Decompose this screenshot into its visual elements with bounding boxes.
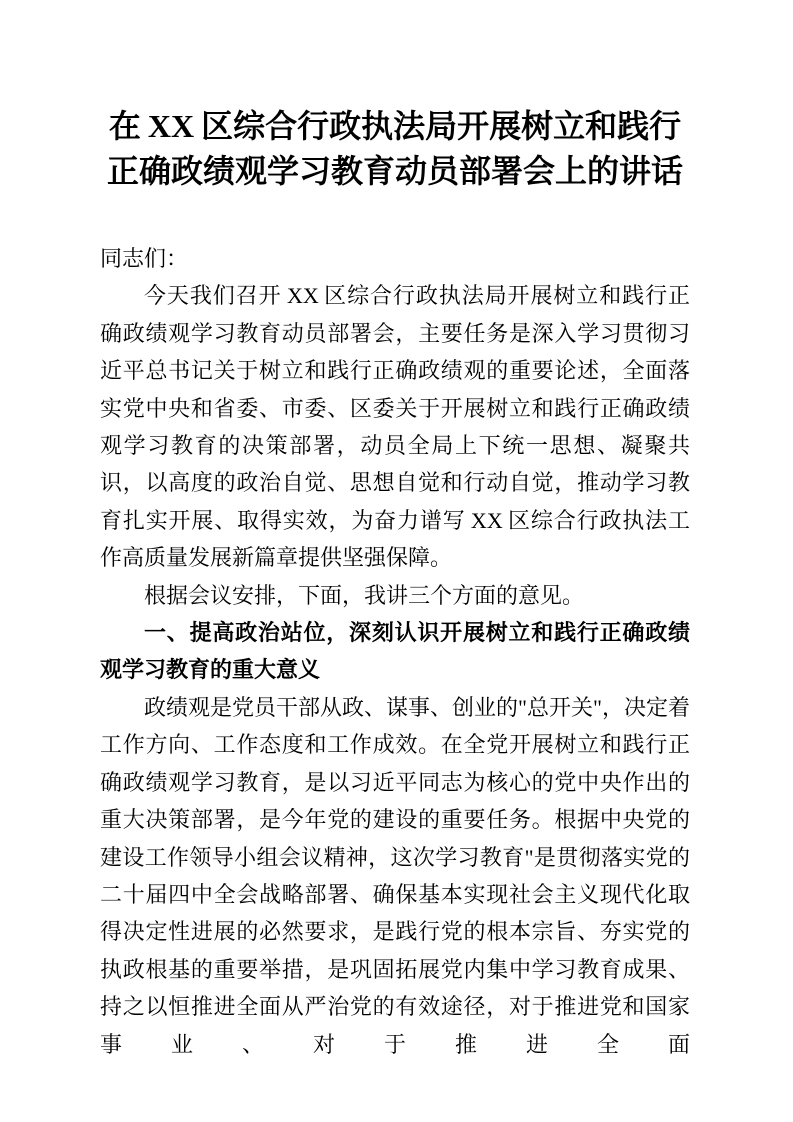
opening-paragraph: 今天我们召开 XX 区综合行政执法局开展树立和践行正确政绩观学习教育动员部署会，主要任务是深入学习贯彻习近平总书记关于树立和践行正确政绩观的重要论述，全面落实党中央和省委、市委、区委关于开展树立和践行正确政绩观学习教育的决策部署，动员全局上下统一思想、凝聚共识，以高度的政治自觉、思想自觉和行动自觉，推动学习教育扎实开展、取得实效，为奋力谱写 XX 区综合行政执法工作高质量发展新篇章提供坚强保障。 — [100, 283, 690, 571]
section-1-heading: 一、提高政治站位，深刻认识开展树立和践行正确政绩观学习教育的重大意义 — [100, 620, 690, 683]
transition-paragraph: 根据会议安排，下面，我讲三个方面的意见。 — [144, 582, 585, 608]
section-1-paragraph: 政绩观是党员干部从政、谋事、创业的"总开关"，决定着工作方向、工作态度和工作成效。在全党开展树立和践行正确政绩观学习教育，是以习近平同志为核心的党中央作出的重大决策部署，是今年党的建设的重要任务。根据中央党的建设工作领导小组会议精神，这次学习教育"是贯彻落实党的二十届四中全会战略部署、确保基本实现社会主义现代化取得决定性进展的必然要求，是践行党的根本宗旨、夯实党的执政根基的重要举措，是巩固拓展党内集中学习教育成果、持之以恒推进全面从严治党的有效途径，对于推进党和国家事业、对于推进全面 — [100, 694, 690, 1057]
document-title: 在 XX 区综合行政执法局开展树立和践行正确政绩观学习教育动员部署会上的讲话 — [106, 108, 683, 189]
salutation: 同志们： — [100, 246, 189, 271]
